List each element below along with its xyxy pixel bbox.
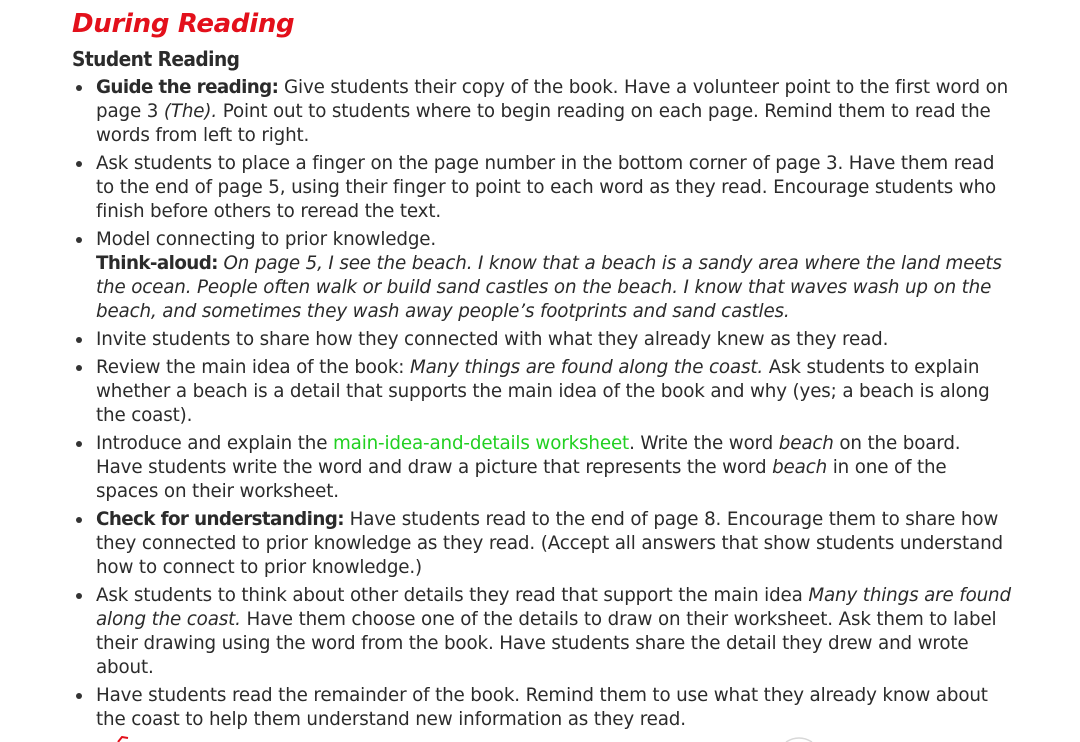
item-text: Have them choose one of the details to draw on their worksheet. Ask them to label their drawing using the word from the book. Have students share the detail they drew and wrote about. — [96, 609, 997, 678]
item-text: Have students read to the end of page 8. Encourage them to share how they connected to prior knowledge as they read. (Accept all answers that show students understand how to connect to prior knowledge.) — [96, 509, 1003, 578]
list-item-review-main-idea — [72, 356, 1012, 428]
item-text: Invite students to share how they connected with what they already knew as they read. — [96, 329, 889, 350]
think-aloud-label: Think-aloud: — [96, 253, 218, 274]
instruction-list — [72, 76, 1012, 736]
subsection-title: Student Reading — [72, 47, 240, 71]
think-aloud-text: On page 5, I see the beach. I know that a beach is a sandy area where the land meets the ocean. People often walk or build sand castles on the beach. I know that waves wash up on the beach, and sometimes they wash away people’s footprints and sand castles. — [96, 253, 1002, 322]
lead-label: Check for understanding: — [96, 509, 344, 530]
item-text: Give students their copy of the book. Have a volunteer point to the first word on page 3 — [96, 77, 1009, 122]
worksheet-link[interactable]: main-idea-and-details worksheet — [332, 433, 630, 454]
section-title: During Reading — [72, 9, 295, 39]
arc-fragment — [784, 736, 814, 742]
list-item-finger-page — [72, 152, 1012, 224]
item-text: Introduce and explain the — [96, 433, 333, 454]
item-text-italic: Many things are found along the coast. — [409, 357, 764, 378]
list-item-other-details — [72, 584, 1012, 680]
item-text: Model connecting to prior knowledge. — [96, 229, 437, 250]
list-item-worksheet — [72, 432, 1012, 504]
think-aloud-block — [96, 252, 1012, 324]
red-mark-fragment — [116, 736, 132, 742]
item-text: Ask students to think about other details they read that support the main idea — [96, 585, 809, 606]
list-item-read-remainder — [72, 684, 1012, 732]
list-item-check-understanding — [72, 508, 1012, 580]
item-text: Ask students to place a finger on the page number in the bottom corner of page 3. Have them read to the end of page 5, using their finger to point to each word as they read. Encourage students who finish before others to reread the text. — [96, 153, 997, 222]
item-text: Ask students to explain whether a beach is a detail that supports the main idea of the book and why (yes; a beach is along the coast). — [96, 357, 990, 426]
list-item-invite-share — [72, 328, 1012, 352]
item-text-italic: beach — [772, 457, 828, 478]
item-text: Have students read the remainder of the book. Remind them to use what they already know about the coast to help them understand new information as they read. — [96, 685, 988, 730]
list-item-model-prior-knowledge — [72, 228, 1012, 324]
item-text: in one of the spaces on their worksheet. — [96, 457, 947, 502]
item-text-italic: beach — [778, 433, 834, 454]
item-text: . Write the word — [629, 433, 779, 454]
item-text: Point out to students where to begin reading on each page. Remind them to read the words from left to right. — [96, 101, 991, 146]
item-text: Review the main idea of the book: — [96, 357, 410, 378]
item-text: on the board. Have students write the word and draw a picture that represents the word — [96, 433, 961, 478]
item-text-italic: Many things are found along the coast. — [96, 585, 1011, 630]
list-item-guide-reading — [72, 76, 1012, 148]
item-text-italic: (The). — [163, 101, 218, 122]
lead-label: Guide the reading: — [96, 77, 279, 98]
